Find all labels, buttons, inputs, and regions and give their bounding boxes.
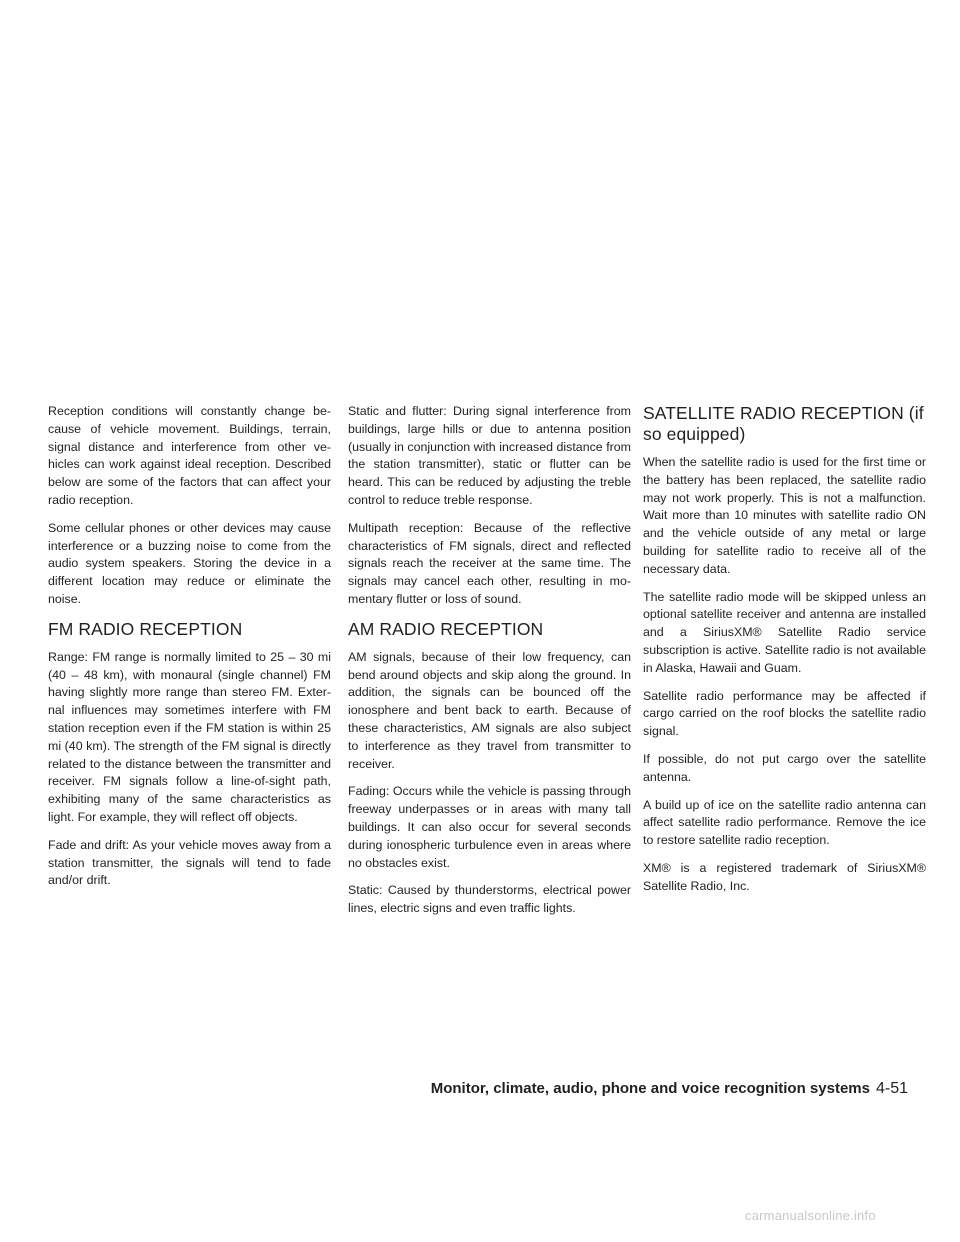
watermark-text[interactable]: carmanualsonline.info	[745, 1208, 876, 1223]
multipath-paragraph: Multipath reception: Because of the reflective characteristics of FM signals, direct and reflected signals reach the receiver at the same time. The signals may cancel each other, resulting in momentary flutter or loss of sound.	[348, 520, 631, 606]
static-paragraph: Static: Caused by thunderstorms, electrical power lines, electric signs and even traffic lights.	[348, 883, 631, 916]
fading-paragraph: Fading: Occurs while the vehicle is passing through freeway underpasses or in areas with many tall buildings. It can also occur for several seconds during ionospheric turbulence even in areas where no obstacles exist.	[348, 784, 631, 870]
am-radio-reception-heading: AM RADIO RECEPTION	[348, 618, 544, 639]
column-2	[348, 403, 631, 928]
satellite-mode-skipped-paragraph: The satellite radio mode will be skipped unless an optional satellite receiver and antenna are installed and a SiriusXM® Satellite Radio service subscription is active. Satellite radio is not available in Alaska, Hawaii and Guam.	[643, 589, 926, 675]
column-3	[643, 403, 926, 906]
page-footer	[431, 1079, 908, 1099]
static-flutter-paragraph: Static and flutter: During signal interference from buildings, large hills or due to antenna position (usually in conjunction with increased distance from the station transmitter), static or flutter can be heard. This can be reduced by adjusting the treble control to reduce treble response.	[348, 404, 631, 507]
trademark-paragraph: XM® is a registered trademark of SiriusXM® Satellite Radio, Inc.	[643, 860, 926, 893]
am-signals-paragraph: AM signals, because of their low frequency, can bend around objects and skip along the ground. In addition, the signals can be bounced off the ionosphere and bent back to earth. Because of these characteristics, AM signals are also subject to interference as they travel from transmitter to receiver.	[348, 649, 631, 771]
fm-radio-reception-heading: FM RADIO RECEPTION	[48, 618, 243, 639]
satellite-antenna-cargo-paragraph: If possible, do not put cargo over the satellite antenna.	[643, 751, 926, 784]
fade-drift-paragraph: Fade and drift: As your vehicle moves away from a station transmitter, the signals will tend to fade and/or drift.	[48, 837, 331, 888]
satellite-ice-paragraph: A build up of ice on the satellite radio antenna can affect satellite radio performance. Remove the ice to restore satellite radio reception.	[643, 797, 926, 848]
page-number: 4-51	[875, 1080, 908, 1097]
footer-section-title: Monitor, climate, audio, phone and voice recognition systems	[430, 1080, 870, 1097]
satellite-first-use-paragraph: When the satellite radio is used for the first time or the battery has been replaced, the satellite radio may not work properly. This is not a malfunction. Wait more than 10 minutes with satellite radio ON and the vehicle outside of any metal or large building for satellite radio to receive all of the necessary data.	[643, 455, 926, 576]
satellite-cargo-paragraph: Satellite radio performance may be affected if cargo carried on the roof blocks the satellite radio signal.	[643, 688, 926, 739]
column-1	[48, 403, 331, 900]
cellular-interference-paragraph: Some cellular phones or other devices may cause interference or a buzzing noise to come from the audio system speakers. Storing the device in a different location may reduce or eliminate the noise.	[48, 520, 331, 606]
fm-range-paragraph: Range: FM range is normally limited to 25 – 30 mi (40 – 48 km), with monaural (single channel) FM having slightly more range than stereo FM. External influences may sometimes interfere with FM station reception even if the FM station is within 25 mi (40 km). The strength of the FM signal is directly related to the distance between the transmitter and receiver. FM signals follow a line-of-sight path, exhibiting many of the same characteristics as light. For example, they will reflect off objects.	[48, 649, 331, 824]
reception-conditions-paragraph: Reception conditions will constantly change because of vehicle movement. Buildings, terrain, signal distance and interference from other vehicles can work against ideal reception. Described below are some of the factors that can affect your radio reception.	[48, 404, 331, 507]
satellite-radio-reception-heading: SATELLITE RADIO RECEPTION (if so equipped)	[643, 403, 924, 444]
